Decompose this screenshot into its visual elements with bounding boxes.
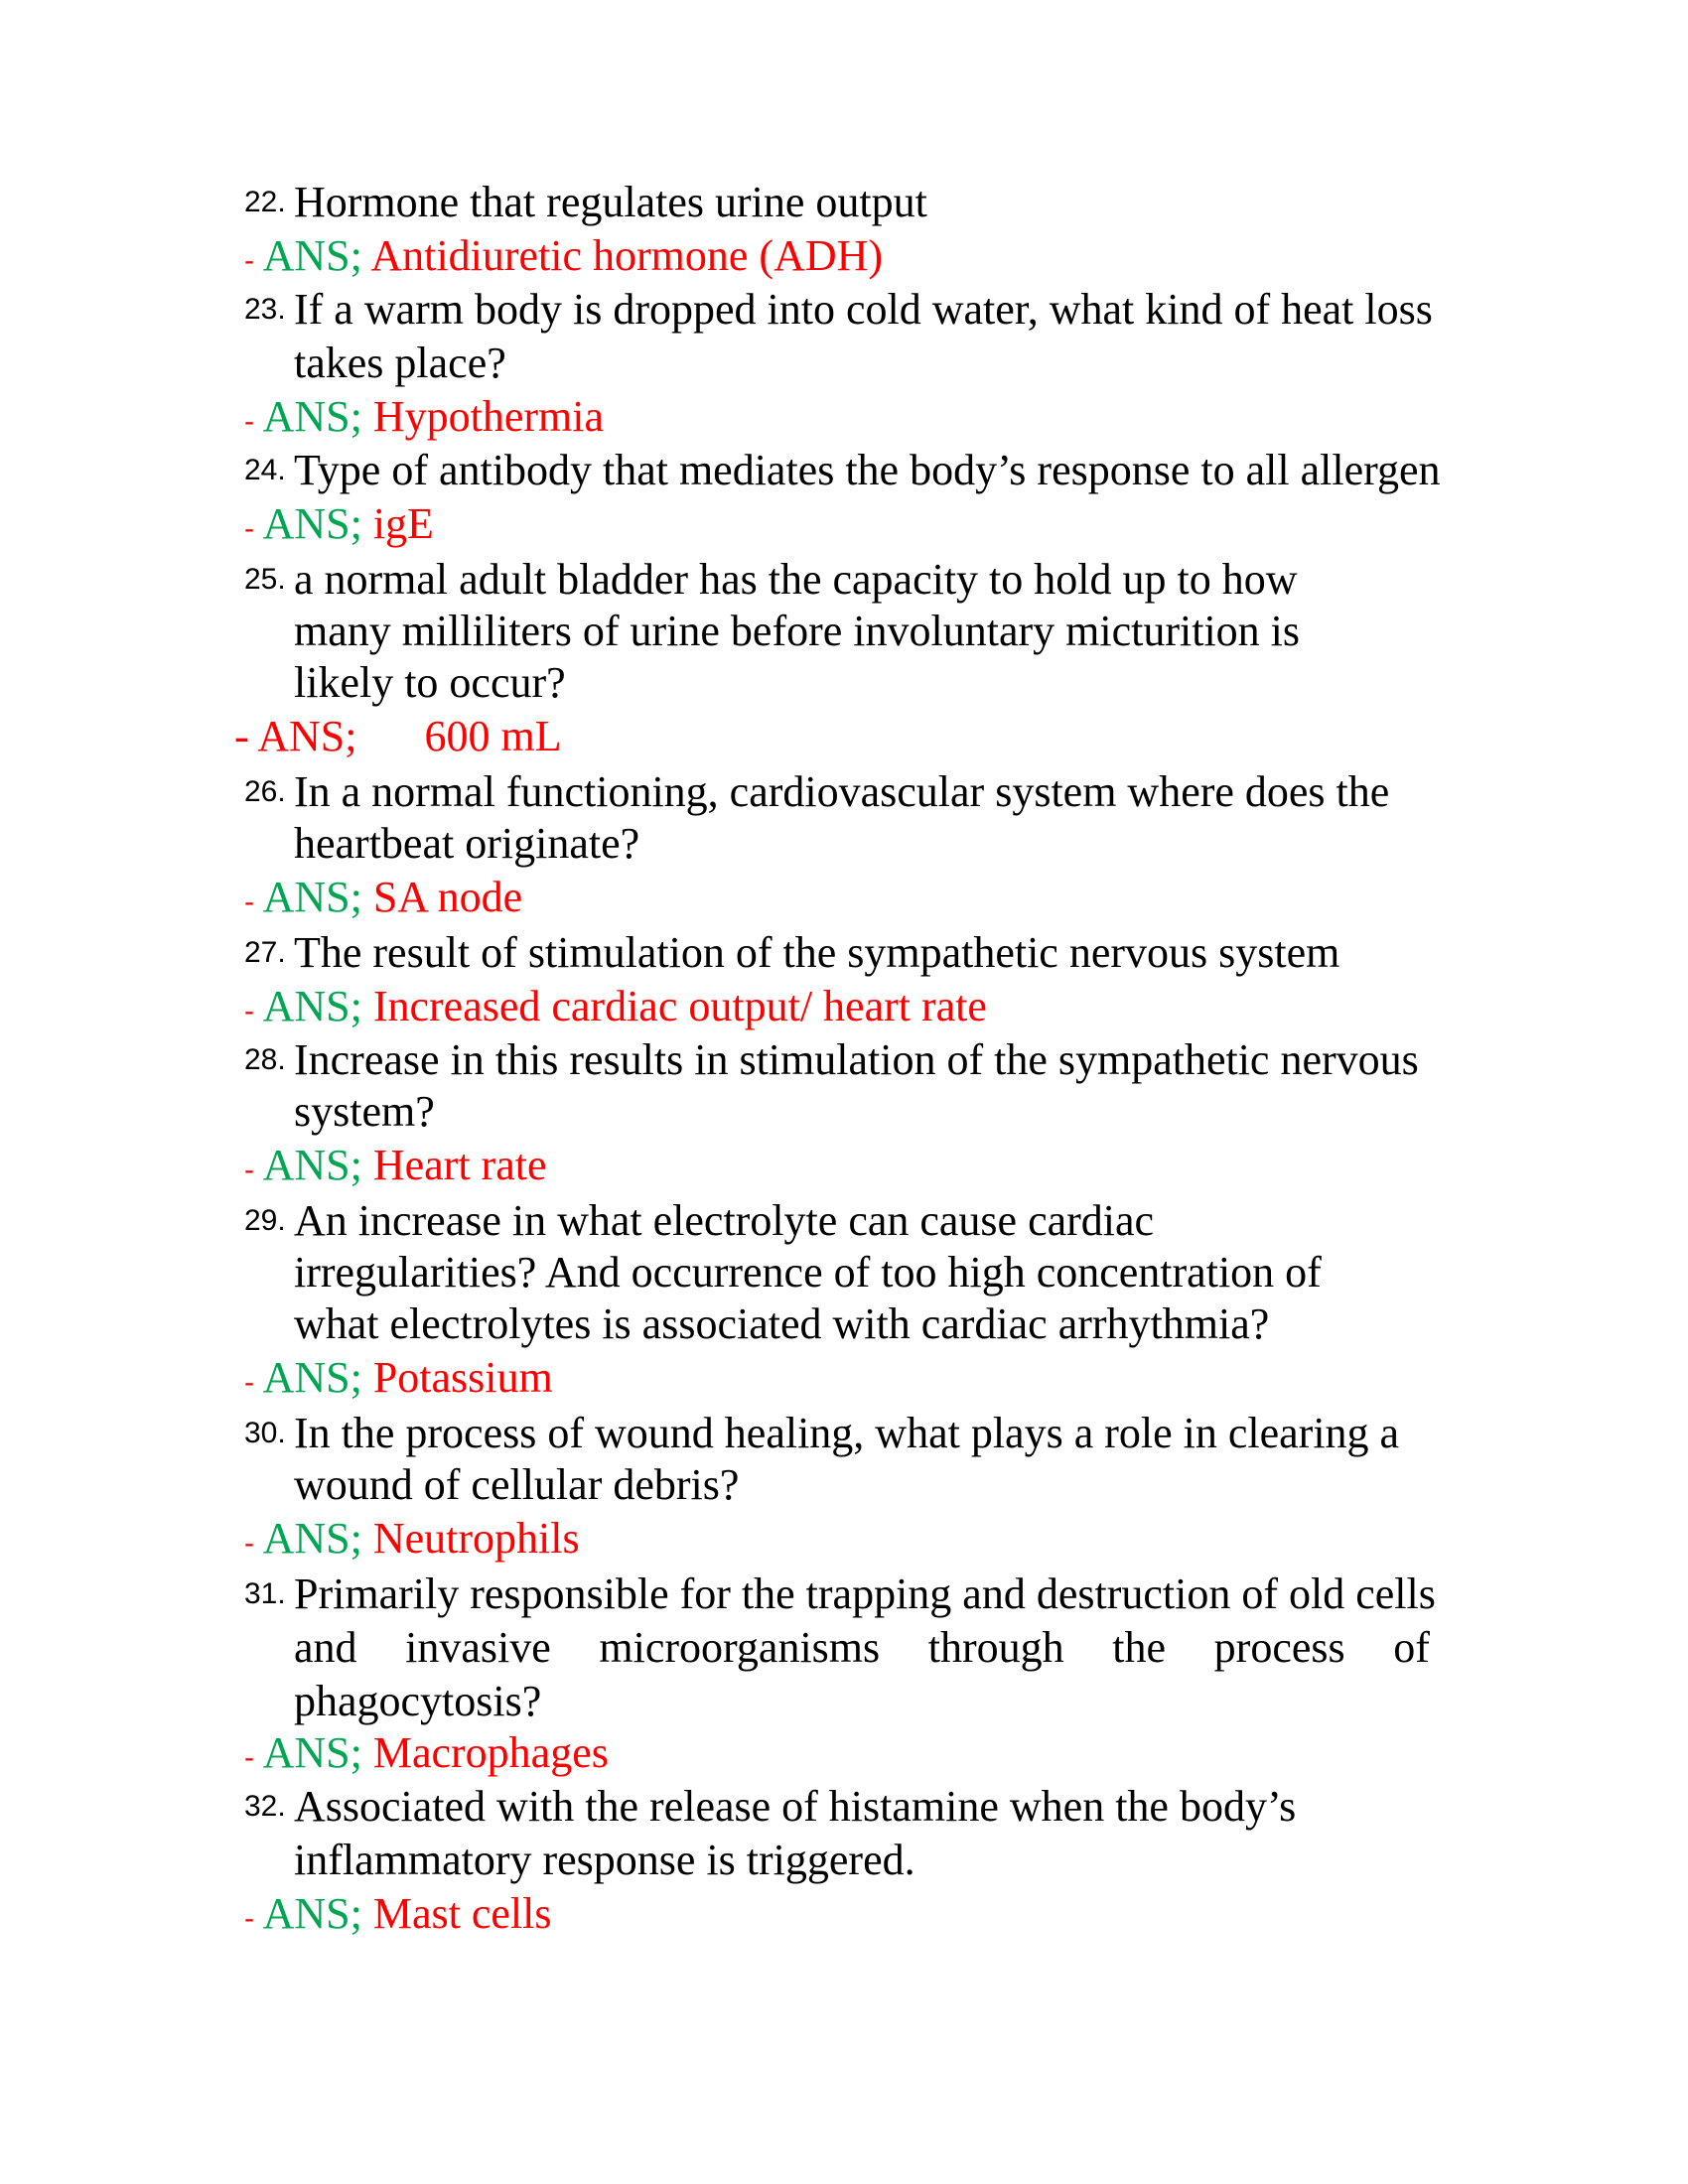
answer-label: ANS; [262,1353,362,1402]
question-text: Type of antibody that mediates the body’s response to all allergen [294,446,1441,494]
answer-dash: - [244,512,254,545]
question-text: Increase in this results in stimulation of the sympathetic nervous [294,1035,1419,1084]
answer-value: 600 mL [424,712,562,760]
question-text: what electrolytes is associated with cardiac arrhythmia? [294,1299,1270,1348]
question-text: system? [294,1087,435,1136]
answer-dash: - [244,1741,254,1774]
question-text: In the process of wound healing, what plays a role in clearing a [294,1409,1400,1457]
answer-label: - ANS; [234,712,357,760]
question-text: inflammatory response is triggered. [294,1836,915,1884]
question-number: 31. [244,1577,286,1610]
answer-dash: - [244,405,254,438]
word: invasive [405,1623,551,1672]
question-text: likely to occur? [294,658,566,707]
answer-dash: - [244,1902,254,1935]
question-text: An increase in what electrolyte can cause cardiac [294,1196,1155,1245]
question-number: 28. [244,1043,286,1076]
answer-dash: - [244,995,254,1027]
word: the [1112,1623,1167,1672]
answer-label: ANS; [262,1728,362,1777]
answer-dash: - [244,1527,254,1560]
answer-dash: - [244,1366,254,1399]
answer-dash: - [244,886,254,918]
answer-value: Antidiuretic hormone (ADH) [370,231,884,280]
question-number: 24. [244,454,286,486]
answer-value: Potassium [372,1353,553,1402]
answer-value: SA node [372,873,523,921]
answer-label: ANS; [262,1514,362,1563]
question-number: 25. [244,563,286,596]
question-text: Primarily responsible for the trapping and destruction of old cells [294,1570,1436,1618]
answer-value: Heart rate [372,1141,547,1189]
question-text: many milliliters of urine before involuntary micturition is [294,607,1301,655]
answer-label: ANS; [262,231,362,280]
question-text: heartbeat originate? [294,819,640,868]
question-number: 27. [244,936,286,969]
answer-label: ANS; [262,1889,362,1938]
answer-value: Hypothermia [372,392,604,441]
answer-value: Neutrophils [372,1514,580,1563]
answer-dash: - [244,1154,254,1186]
question-number: 22. [244,186,286,218]
word: microorganisms [599,1623,881,1672]
question-text: Hormone that regulates urine output [294,178,927,226]
answer-label: ANS; [262,873,362,921]
answer-label: ANS; [262,1141,362,1189]
answer-value: igE [372,499,434,548]
question-text: phagocytosis? [294,1677,542,1725]
answer-value: Increased cardiac output/ heart rate [372,982,987,1030]
question-text: In a normal functioning, cardiovascular system where does the [294,767,1390,816]
question-number: 29. [244,1204,286,1237]
word: and [294,1623,357,1672]
answer-value: Mast cells [372,1889,552,1938]
answer-dash: - [244,244,254,277]
question-text: Associated with the release of histamine when the body’s [294,1782,1297,1831]
question-number: 26. [244,775,286,808]
question-number: 32. [244,1790,286,1823]
question-number: 23. [244,293,286,326]
question-text: takes place? [294,339,506,387]
word: of [1393,1623,1430,1672]
word: through [927,1623,1064,1672]
question-text: The result of stimulation of the sympathetic nervous system [294,928,1340,977]
question-number: 30. [244,1417,286,1449]
answer-label: ANS; [262,499,362,548]
answer-label: ANS; [262,392,362,441]
question-text: a normal adult bladder has the capacity to hold up to how [294,555,1298,604]
question-text-justified [294,1620,1430,1676]
question-text: If a warm body is dropped into cold water, what kind of heat loss [294,285,1433,334]
answer-value: Macrophages [372,1728,609,1777]
question-text: irregularities? And occurrence of too high concentration of [294,1248,1322,1297]
word: process [1213,1623,1345,1672]
answer-label: ANS; [262,982,362,1030]
question-text: wound of cellular debris? [294,1460,740,1509]
